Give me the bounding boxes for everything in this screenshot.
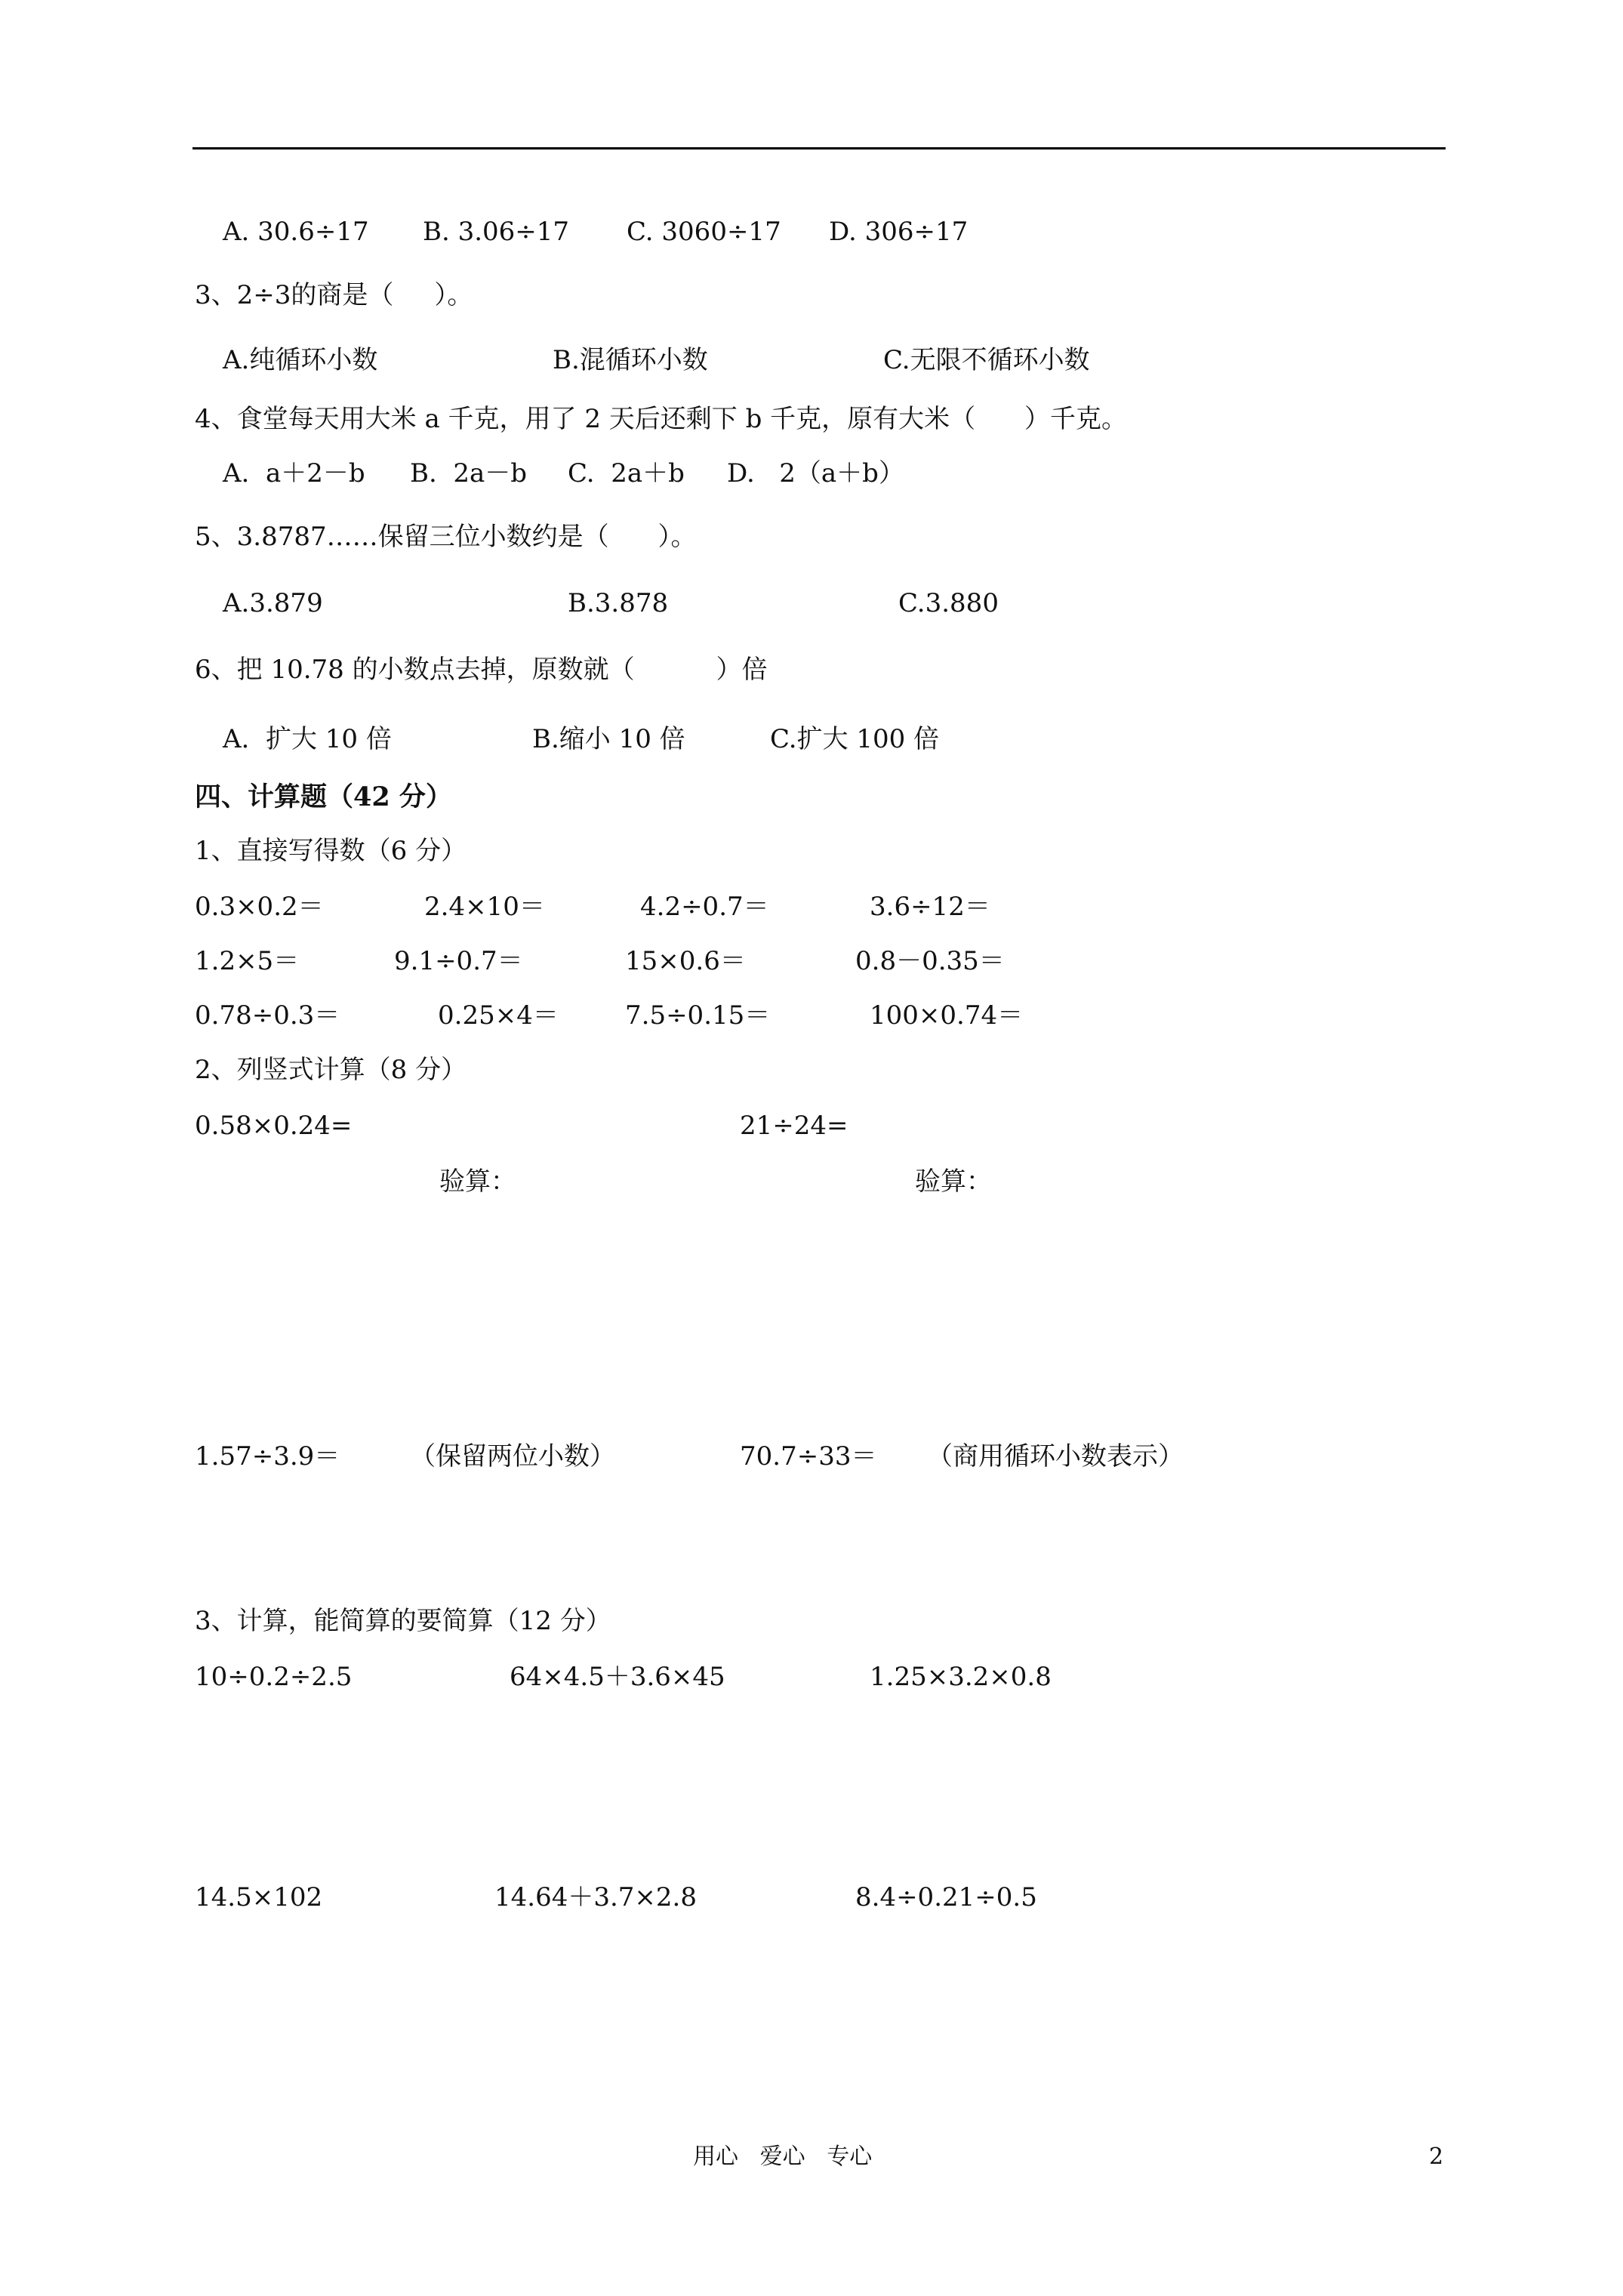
simplify-problem: 8.4÷0.21÷0.5 bbox=[855, 1882, 1037, 1912]
mental-calc-item: 4.2÷0.7＝ bbox=[640, 892, 769, 922]
q4-option-c: C. 2a＋b bbox=[568, 458, 685, 488]
part2-title: 2、列竖式计算（8 分） bbox=[195, 1055, 467, 1085]
section4-title: 四、计算题（42 分） bbox=[195, 781, 452, 812]
simplify-problem: 64×4.5＋3.6×45 bbox=[510, 1662, 725, 1692]
part3-title: 3、计算，能简算的要简算（12 分） bbox=[195, 1606, 611, 1636]
vertical-calc-problem-3: 1.57÷3.9＝ bbox=[195, 1441, 340, 1472]
mental-calc-item: 7.5÷0.15＝ bbox=[625, 1000, 771, 1031]
q4-option-b: B. 2a－b bbox=[410, 458, 528, 488]
q2-option-c: C. 3060÷17 bbox=[627, 217, 781, 247]
q4-option-a: A. a＋2－b bbox=[223, 458, 365, 488]
q6-option-b: B.缩小 10 倍 bbox=[532, 724, 685, 754]
vertical-calc-problem-2: 21÷24= bbox=[740, 1111, 848, 1141]
q4-option-d: D. 2（a＋b） bbox=[727, 458, 904, 488]
q5-option-c: C.3.880 bbox=[898, 588, 999, 618]
q4-stem: 4、食堂每天用大米 a 千克，用了 2 天后还剩下 b 千克，原有大米（ ）千克。 bbox=[195, 404, 1127, 434]
q6-option-a: A. 扩大 10 倍 bbox=[223, 724, 392, 754]
q2-option-a: A. 30.6÷17 bbox=[223, 217, 369, 247]
mental-calc-item: 0.78÷0.3＝ bbox=[195, 1000, 340, 1031]
simplify-problem: 1.25×3.2×0.8 bbox=[870, 1662, 1052, 1692]
part1-title: 1、直接写得数（6 分） bbox=[195, 836, 467, 866]
page-number: 2 bbox=[1429, 2143, 1444, 2170]
mental-calc-item: 0.25×4＝ bbox=[438, 1000, 559, 1031]
mental-calc-item: 0.8－0.35＝ bbox=[855, 946, 1005, 976]
simplify-problem: 10÷0.2÷2.5 bbox=[195, 1662, 353, 1692]
q3-stem: 3、2÷3的商是（ ）。 bbox=[195, 280, 473, 310]
simplify-problem: 14.5×102 bbox=[195, 1882, 323, 1912]
vertical-calc-problem-1: 0.58×0.24= bbox=[195, 1111, 353, 1141]
header-rule bbox=[192, 147, 1446, 149]
q6-stem: 6、把 10.78 的小数点去掉，原数就（ ）倍 bbox=[195, 655, 768, 685]
check-label-2: 验算： bbox=[915, 1166, 992, 1197]
q3-option-c: C.无限不循环小数 bbox=[883, 345, 1090, 375]
q5-option-b: B.3.878 bbox=[568, 588, 669, 618]
problem-3-note: （保留两位小数） bbox=[410, 1441, 615, 1472]
mental-calc-item: 9.1÷0.7＝ bbox=[394, 946, 523, 976]
problem-4-note: （商用循环小数表示） bbox=[927, 1441, 1184, 1472]
mental-calc-item: 3.6÷12＝ bbox=[870, 892, 990, 922]
mental-calc-item: 100×0.74＝ bbox=[870, 1000, 1024, 1031]
q2-option-d: D. 306÷17 bbox=[829, 217, 969, 247]
vertical-calc-problem-4: 70.7÷33＝ bbox=[740, 1441, 877, 1472]
q3-option-b: B.混循环小数 bbox=[553, 345, 708, 375]
q3-option-a: A.纯循环小数 bbox=[223, 345, 378, 375]
check-label-1: 验算： bbox=[439, 1166, 516, 1197]
q6-option-c: C.扩大 100 倍 bbox=[770, 724, 940, 754]
q5-option-a: A.3.879 bbox=[223, 588, 323, 618]
mental-calc-item: 2.4×10＝ bbox=[424, 892, 545, 922]
mental-calc-item: 15×0.6＝ bbox=[625, 946, 746, 976]
footer-slogan: 用心 爱心 专心 bbox=[693, 2143, 873, 2170]
mental-calc-item: 1.2×5＝ bbox=[195, 946, 300, 976]
simplify-problem: 14.64＋3.7×2.8 bbox=[494, 1882, 697, 1912]
mental-calc-item: 0.3×0.2＝ bbox=[195, 892, 324, 922]
q2-option-b: B. 3.06÷17 bbox=[423, 217, 570, 247]
q5-stem: 5、3.8787……保留三位小数约是（ ）。 bbox=[195, 522, 697, 552]
